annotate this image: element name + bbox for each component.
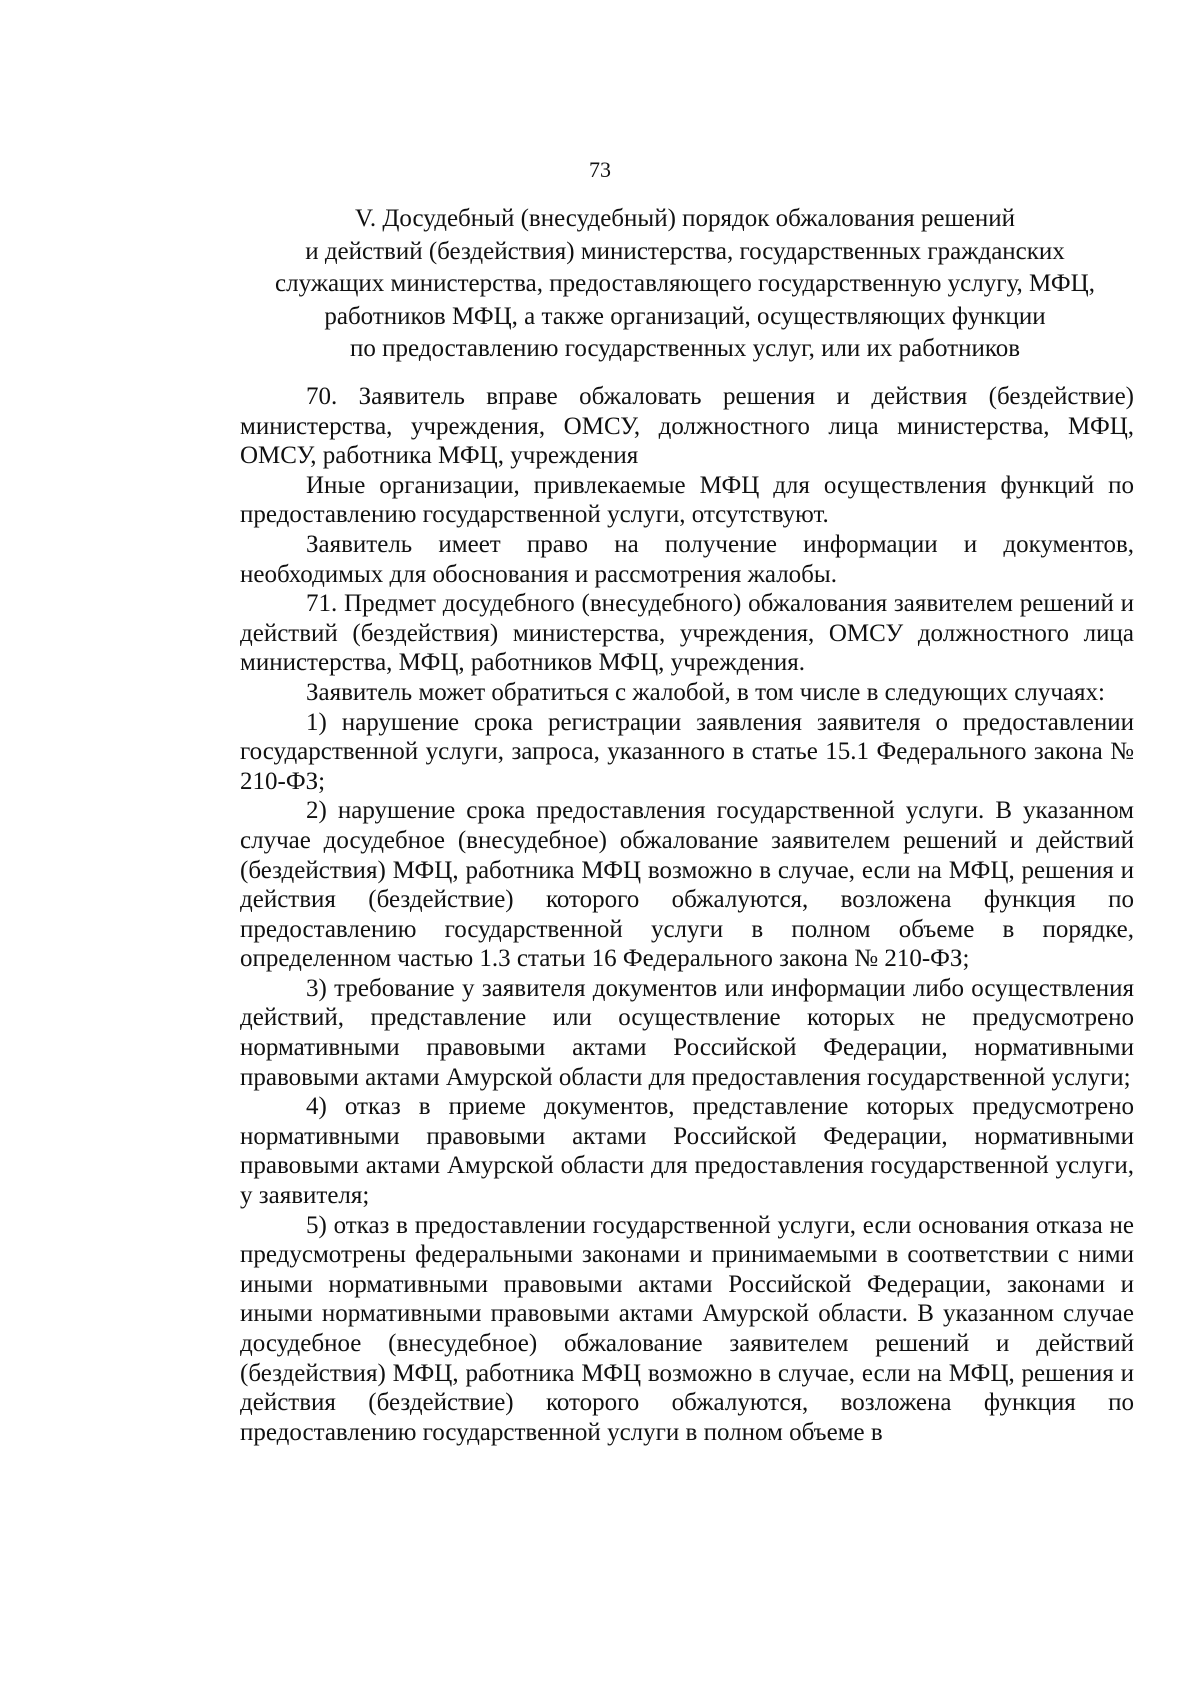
paragraph: 70. Заявитель вправе обжаловать решения и действия (бездействие) министерства, учреждения, ОМСУ, должностного лица министерства, МФЦ, ОМСУ, работника МФЦ, учреждения (240, 383, 1134, 470)
heading-line: и действий (бездействия) министерства, государственных гражданских (305, 237, 1065, 265)
heading-line: по предоставлению государственных услуг, или их работников (349, 335, 1021, 362)
paragraph: Заявитель может обратиться с жалобой, в том числе в следующих случаях: (306, 678, 1105, 706)
paragraph: 2) нарушение срока предоставления государственной услуги. В указанном случае досудебное (внесудебное) обжалование заявителем решений и действий (бездействия) МФЦ, работника МФЦ возможно в случае, если на МФЦ, решения и действия (бездействие) которого обжалуются, возложена функция по предоставлению государственной услуги в полном объеме в порядке, определенном частью 1.3 статьи 16 Федерального закона № 210-ФЗ; (240, 797, 1134, 973)
heading-line: V. Досудебный (внесудебный) порядок обжалования решений (355, 205, 1015, 232)
paragraph: 3) требование у заявителя документов или информации либо осуществления действий, представление или осуществление которых не предусмотрено нормативными правовыми актами Российской Федерации, нормативными правовыми актами Амурской области для предоставления государственной услуги; (240, 974, 1134, 1091)
paragraph: 1) нарушение срока регистрации заявления заявителя о предоставлении государственной услуги, запроса, указанного в статье 15.1 Федерального закона № 210-ФЗ; (240, 708, 1134, 795)
heading-line: служащих министерства, предоставляющего государственную услугу, МФЦ, (275, 270, 1095, 297)
paragraph: 5) отказ в предоставлении государственной услуги, если основания отказа не предусмотрены федеральными законами и принимаемыми в соответствии с ними иными нормативными правовыми актами Российской Федерации, законами и иными нормативными правовыми актами Амурской области. В указанном случае досудебное (внесудебное) обжалование заявителем решений и действий (бездействия) МФЦ, работника МФЦ возможно в случае, если на МФЦ, решения и действия (бездействие) которого обжалуются, возложена функция по предоставлению государственной услуги в полном объеме в (240, 1211, 1134, 1446)
paragraph: 4) отказ в приеме документов, представление которых предусмотрено нормативными правовыми актами Российской Федерации, нормативными правовыми актами Амурской области для предоставления государственной услуги, у заявителя; (240, 1093, 1134, 1210)
paragraph: 71. Предмет досудебного (внесудебного) обжалования заявителем решений и действий (бездействия) министерства, учреждения, ОМСУ должностного лица министерства, МФЦ, работников МФЦ, учреждения. (240, 590, 1134, 677)
paragraph: Иные организации, привлекаемые МФЦ для осуществления функций по предоставлению государственной услуги, отсутствуют. (240, 471, 1134, 529)
page-number: 73 (589, 157, 611, 182)
paragraph: Заявитель имеет право на получение информации и документов, необходимых для обоснования и рассмотрения жалобы. (240, 530, 1134, 588)
section-heading (230, 203, 1140, 366)
heading-line: работников МФЦ, а также организаций, осуществляющих функции (324, 302, 1046, 330)
document-body (240, 382, 1134, 1447)
